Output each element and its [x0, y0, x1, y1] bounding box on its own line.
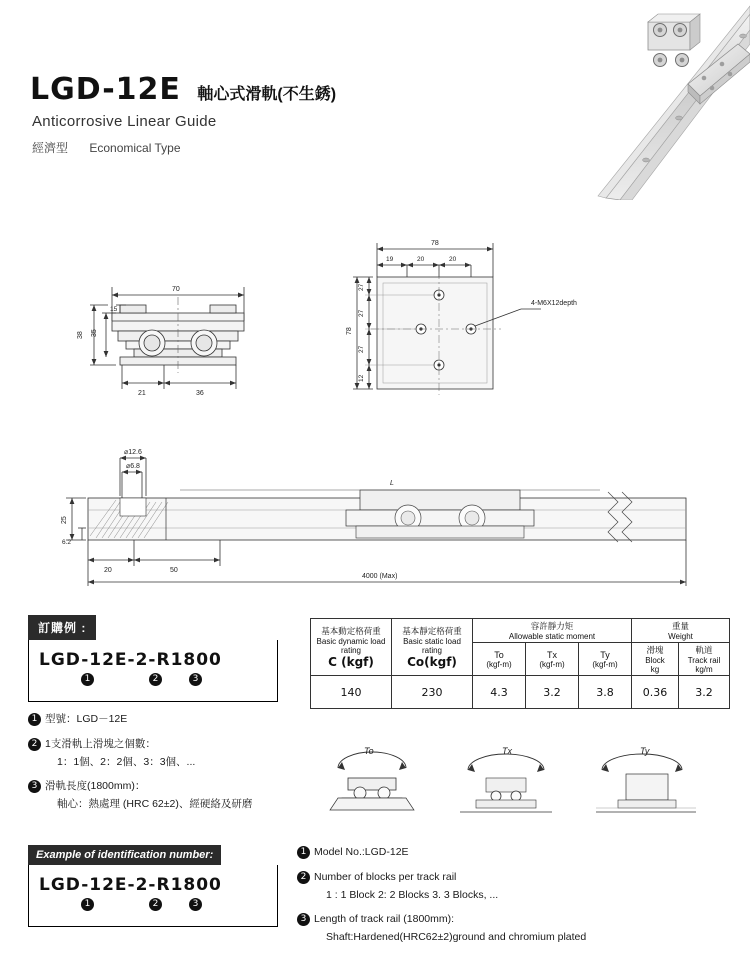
- spec-header-dynamic-cn: 基本動定格荷重: [321, 626, 381, 636]
- spec-header-rail-cn: 軌道: [695, 645, 713, 655]
- spec-value-rail-weight: 3.2: [679, 676, 730, 709]
- marker-3: 3: [189, 673, 202, 686]
- product-photo: [450, 0, 750, 200]
- dim-L: L: [390, 480, 394, 487]
- hole-callout: 4-M6X12depth: [531, 300, 577, 307]
- note-en-3-number: 3: [297, 913, 310, 926]
- dim-27-b: 27: [358, 309, 365, 317]
- spec-header-weight-en: Weight: [668, 632, 693, 641]
- chinese-subtitle: 經濟型: [32, 141, 69, 155]
- note-en-1: [297, 845, 727, 861]
- spec-header-rail-weight: [679, 643, 730, 676]
- dim-max-length: 4000 (Max): [362, 573, 398, 580]
- ordering-example-cn: [28, 615, 278, 702]
- spec-header-block-unit: kg: [650, 665, 660, 674]
- spec-header-to: [473, 643, 526, 676]
- ordering-example-en: [28, 845, 278, 927]
- spec-header-to-unit: (kgf-m): [486, 659, 512, 669]
- dim-50: 50: [170, 567, 178, 574]
- subtitle-line: [32, 139, 460, 156]
- spec-header-ty-unit: (kgf-m): [592, 659, 618, 669]
- dia-12-6: ⌀12.6: [124, 449, 142, 456]
- spec-value-row: [311, 676, 730, 709]
- spec-header-tx-unit: (kgf-m): [539, 659, 565, 669]
- marker-en-1: 1: [81, 898, 94, 911]
- dim-27-c: 27: [358, 345, 365, 353]
- spec-header-static: [392, 619, 473, 676]
- spec-header-static-cn: 基本靜定格荷重: [402, 626, 462, 636]
- marker-en-2: 2: [149, 898, 162, 911]
- spec-value-ty: 3.8: [579, 676, 632, 709]
- ordering-code-en: LGD-12E-2-R1800: [39, 875, 222, 895]
- dim-20-a: 20: [417, 256, 425, 263]
- ordering-markers-en: [39, 898, 267, 914]
- moment-tx-label: Tx: [502, 746, 512, 756]
- spec-header-block-cn: 滑塊: [646, 645, 664, 655]
- ordering-markers-cn: [39, 673, 267, 689]
- note-en-3: [297, 912, 727, 946]
- spec-value-co: 230: [392, 676, 473, 709]
- spec-value-block-weight: 0.36: [632, 676, 679, 709]
- dim-20: 20: [104, 567, 112, 574]
- ordering-example-en-tab: Example of identification number:: [28, 845, 221, 865]
- dim-70: 70: [172, 286, 180, 293]
- ordering-example-cn-tab: 訂購例 :: [28, 615, 96, 640]
- note-cn-1-number: 1: [28, 713, 41, 726]
- notes-en: [297, 845, 727, 955]
- spec-header-static-sym: Co(kgf): [407, 655, 457, 669]
- front-view-drawing: [60, 265, 300, 425]
- note-cn-2-number: 2: [28, 738, 41, 751]
- ordering-example-en-frame: [28, 865, 278, 927]
- spec-header-ty-label: Ty: [600, 649, 610, 660]
- note-cn-3-text: 滑軌長度(1800mm)：: [45, 780, 146, 793]
- dim-36: 36: [196, 390, 204, 397]
- dim-6-2: 6.2: [62, 539, 72, 546]
- top-view-drawing: [345, 225, 645, 425]
- note-cn-2-text: 1支滑軌上滑塊之個數：: [45, 737, 156, 750]
- spec-header-weight-cn: 重量: [671, 621, 689, 631]
- dim-12: 12: [358, 374, 365, 382]
- spec-value-to: 4.3: [473, 676, 526, 709]
- spec-header-tx-label: Tx: [547, 649, 557, 660]
- spec-header-dynamic-en: Basic dynamic load rating: [316, 637, 386, 655]
- note-en-2-text: Number of blocks per track rail: [314, 870, 457, 883]
- note-en-1-number: 1: [297, 846, 310, 859]
- side-section-drawing: [60, 440, 720, 605]
- spec-header-static-en: Basic static load rating: [403, 637, 461, 655]
- note-en-2-number: 2: [297, 871, 310, 884]
- dim-19: 19: [386, 256, 394, 263]
- note-en-1-text: Model No.:LGD-12E: [314, 846, 409, 858]
- spec-header-block-en: Block: [645, 656, 665, 665]
- note-en-3-subtext: Shaft:Hardened(HRC62±2)ground and chromium plated: [326, 931, 587, 943]
- spec-header-moment-cn: 容許靜力矩: [530, 621, 574, 631]
- note-cn-1: [28, 712, 283, 728]
- dim-21: 21: [138, 390, 146, 397]
- note-cn-3-number: 3: [28, 780, 41, 793]
- model-title: LGD-12E: [30, 72, 181, 107]
- dim-35: 35: [91, 329, 98, 337]
- spec-value-tx: 3.2: [526, 676, 579, 709]
- dim-20-b: 20: [449, 256, 457, 263]
- spec-header-dynamic-sym: C (kgf): [328, 655, 374, 669]
- note-en-3-text: Length of track rail (1800mm):: [314, 913, 455, 926]
- spec-header-to-label: To: [494, 649, 504, 660]
- dim-38: 38: [77, 331, 84, 339]
- english-subtitle: Economical Type: [89, 141, 181, 155]
- ordering-code-cn: LGD-12E-2-R1800: [39, 650, 222, 670]
- dim-78-side: 78: [346, 327, 353, 335]
- spec-header-rail-unit: kg/m: [695, 665, 713, 674]
- spec-header-row-1: [311, 619, 730, 643]
- dim-27-a: 27: [358, 283, 365, 291]
- spec-header-block-weight: [632, 643, 679, 676]
- spec-header-moment: [473, 619, 632, 643]
- note-cn-1-text: 型號：LGD－12E: [45, 713, 128, 725]
- moment-diagrams: [320, 740, 720, 830]
- marker-1: 1: [81, 673, 94, 686]
- title-block: [30, 72, 460, 156]
- note-cn-2-subtext: 1：1個、2：2個、3：3個、...: [57, 755, 196, 768]
- spec-header-tx: [526, 643, 579, 676]
- specification-table: [310, 618, 730, 709]
- notes-cn: [28, 712, 283, 822]
- spec-header-moment-en: Allowable static moment: [508, 632, 596, 641]
- spec-header-rail-en: Track rail: [687, 656, 721, 665]
- note-en-2-subtext: 1 : 1 Block 2: 2 Blocks 3. 3 Blocks, ...: [326, 888, 499, 901]
- spec-header-ty: [579, 643, 632, 676]
- note-en-2: [297, 870, 727, 904]
- note-cn-3-subtext: 軸心：熱處理 (HRC 62±2)、經硬絡及研磨: [57, 798, 253, 810]
- ordering-example-cn-frame: [28, 640, 278, 702]
- chinese-title: 軸心式滑軌(不生銹): [197, 86, 337, 103]
- marker-2: 2: [149, 673, 162, 686]
- spec-header-weight: [632, 619, 730, 643]
- dim-25: 25: [61, 516, 68, 524]
- dim-15: 15: [110, 306, 118, 313]
- spec-header-dynamic: [311, 619, 392, 676]
- marker-en-3: 3: [189, 898, 202, 911]
- dim-78-top: 78: [431, 240, 439, 247]
- note-cn-2: [28, 737, 283, 771]
- spec-value-c: 140: [311, 676, 392, 709]
- moment-ty-label: Ty: [640, 746, 650, 756]
- moment-to-label: To: [364, 746, 374, 756]
- dia-6-8: ⌀6.8: [126, 463, 140, 470]
- note-cn-3: [28, 779, 283, 813]
- english-title: Anticorrosive Linear Guide: [32, 113, 217, 130]
